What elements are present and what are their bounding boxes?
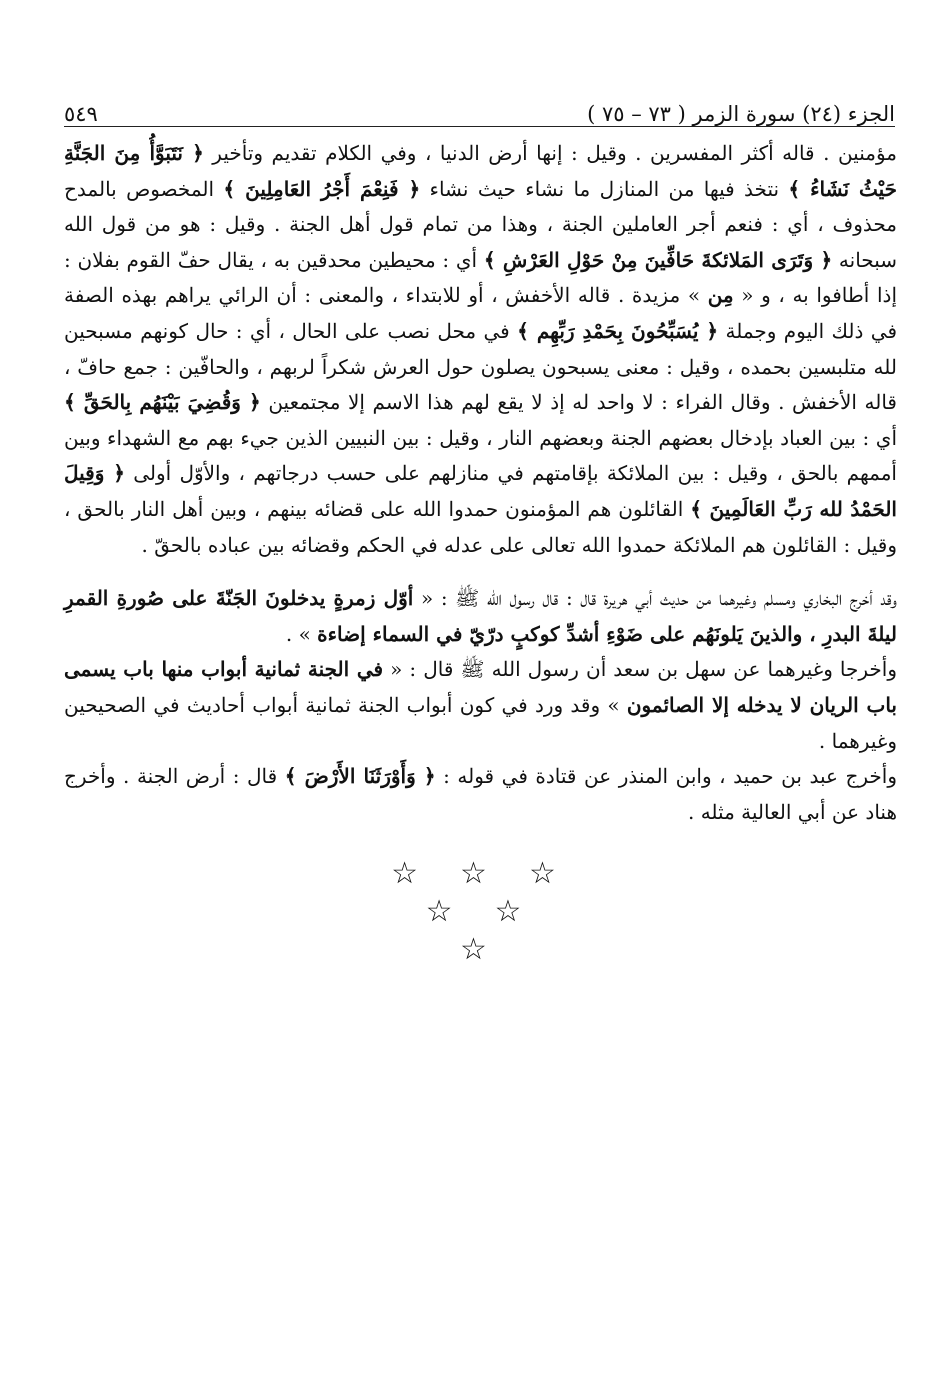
quoted-text: ﴿ وَقُضِيَ بَيْنَهُم بِالحَقِّ ﴾	[64, 390, 261, 415]
star-icon: ☆	[391, 856, 419, 891]
star-row	[0, 894, 947, 929]
star-icon: ☆	[528, 856, 556, 891]
paragraph-text: أي : بين العباد بإدخال بعضهم الجنة وبعضهم النار ، وقيل : بين النبيين الذين جيء بهم مع الشهداء وبين أممهم بالحق ، وقيل : بين الملائكة بإقامتهم في منازلهم على حسب درجاتهم ، والأوّل أولى	[64, 425, 897, 486]
star-icon: ☆	[460, 856, 487, 891]
quoted-text: ﴿ وَتَرَى المَلائكةَ حَافِّينَ مِنْ حَوْلِ العَرْشِ ﴾	[483, 247, 833, 272]
quoted-text: ﴿ فَنِعْمَ أَجْرُ العَامِلِينَ ﴾	[223, 176, 421, 201]
quoted-text: ﴿ وَأَوْرَثَنَا الأَرْضَ ﴾	[284, 764, 436, 789]
paragraph	[64, 136, 897, 563]
paragraph-text: » .	[285, 621, 318, 646]
paragraph	[64, 652, 897, 759]
header-title: الجزء (٢٤) سورة الزمر ( ٧٣ – ٧٥ )	[587, 102, 895, 126]
paragraph	[64, 581, 897, 652]
star-icon: ☆	[494, 894, 522, 929]
paragraph-text: القائلون هم المؤمنون حمدوا الله على قضائه بينهم ، وبين أهل النار بالحق ، وقيل : القائلون هم الملائكة حمدوا الله تعالى على عدله في الحكم وقضائه بين عباده بالحقّ .	[64, 496, 897, 557]
paragraph-text: وأخرجا وغيرهما عن سهل بن سعد أن رسول الله ﷺ قال : «	[383, 657, 897, 682]
paragraph-text: قال : أرض الجنة . وأخرج هناد عن أبي العالية مثله .	[64, 764, 897, 824]
quoted-text: ﴿ نَتَبَوَّأُ مِنَ الجَنَّةِ حَيْثُ نَشَاءُ ﴾	[64, 141, 898, 201]
page-number: ٥٤٩	[64, 102, 98, 126]
quoted-text: ﴿ وَقِيلَ الحَمْدُ لله رَبِّ العَالَمِينَ ﴾	[64, 461, 897, 521]
paragraph-text: أي : محيطين محدقين به ، يقال حفّ القوم بفلان : إذا أطافوا به ، و «	[64, 247, 898, 308]
paragraph-text: وأخرج عبد بن حميد ، وابن المنذر عن قتادة في قوله :	[435, 764, 898, 789]
paragraph-text: في محل نصب على الحال ، أي : حال كونهم مسبحين لله متلبسين بحمده ، وقيل : معنى يسبحون يصلون حول العرش شكراً لربهم ، والحافّين : جمع حافّ ، قاله الأخفش . وقال الفراء : لا واحد له إذ لا يقع لهم هذا الاسم إلا مجتمعين	[64, 318, 897, 415]
paragraph-text: المخصوص بالمدح محذوف ، أي : فنعم أجر العاملين الجنة ، وهذا من تمام قول أهل الجنة . وقيل : هو من قول الله سبحانه	[64, 176, 897, 272]
body-text	[64, 136, 897, 830]
paragraph-text: » وقد ورد في كون أبواب الجنة ثمانية أبواب أحاديث في الصحيحين وغيرهما .	[64, 692, 897, 753]
paragraph-text: » مزيدة . قاله الأخفش ، أو للابتداء ، والمعنى : أن الرائي يراهم بهذه الصفة في ذلك اليوم وجملة	[64, 283, 898, 343]
star-row	[0, 856, 947, 891]
paragraph-text: نتخذ فيها من المنازل ما نشاء حيث نشاء	[420, 176, 789, 201]
running-header	[64, 92, 895, 126]
star-icon: ☆	[425, 894, 453, 929]
quoted-text: في الجنة ثمانية أبواب منها باب يسمى باب الريان لا يدخله إلا الصائمون	[64, 657, 897, 717]
quoted-text: مِن	[707, 283, 734, 308]
paragraph-text: وقد أخرج البخاري ومسلم وغيرهما من حديث أبي هريرة قال : قال رسول الله ﷺ : «	[413, 586, 897, 611]
star-row	[0, 932, 947, 967]
header-rule	[64, 126, 895, 127]
paragraph-text: مؤمنين . قاله أكثر المفسرين . وقيل : إنها أرض الدنيا ، وفي الكلام تقديم وتأخير	[203, 141, 897, 165]
quoted-text: ﴿ يُسَبِّحُونَ بِحَمْدِ رَبِّهِم ﴾	[517, 318, 719, 343]
star-icon: ☆	[460, 932, 487, 967]
quoted-text: أوّل زمرةٍ يدخلونَ الجَنّةَ على صُورةِ القمرِ ليلةَ البدرِ ، والذينَ يَلونَهُم على ضَوْءِ أشدِّ كوكبٍ درّيّ في السماء إضاءة	[64, 586, 897, 646]
paragraph	[64, 759, 897, 830]
